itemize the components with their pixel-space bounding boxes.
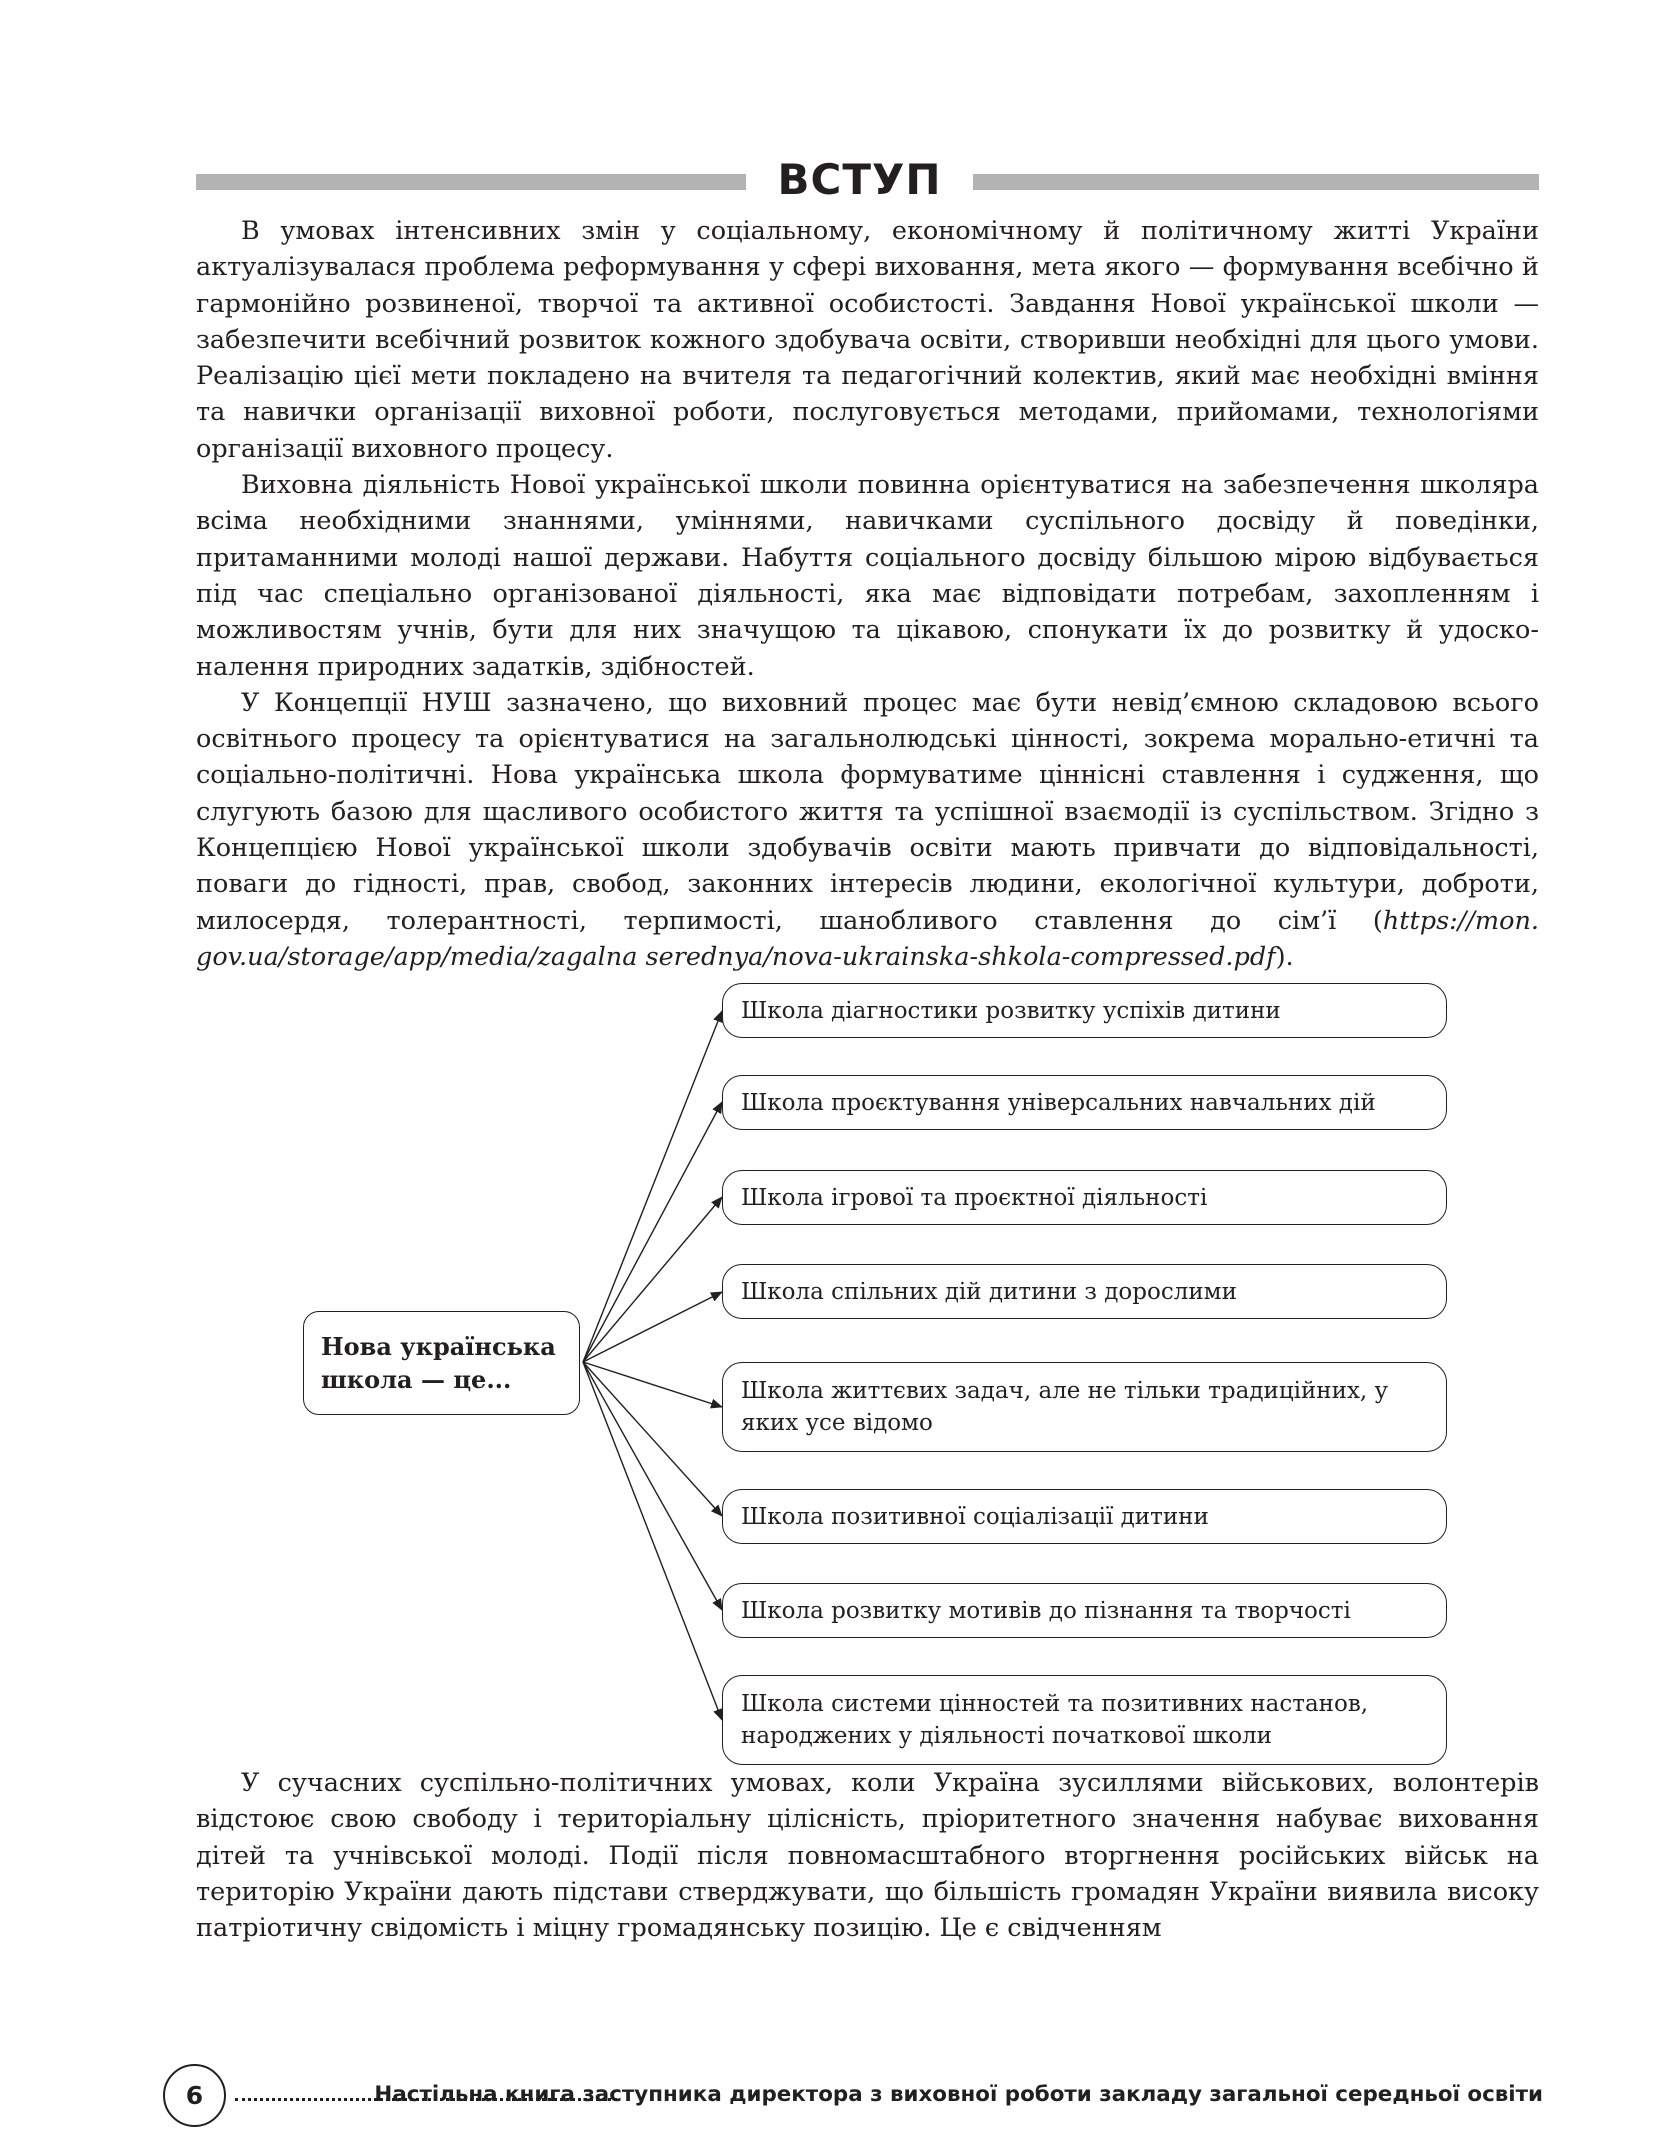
- diagram-item-box: Школа позитивної соціалізації дитини: [722, 1489, 1447, 1544]
- concept-text: У Концепції НУШ зазначено, що виховний процес має бути невід’ємною складовою всього освітнього процесу та орієнтуватися на загальнолюдські цінності, зокрема морально-етичні та соціально-політичні. Нова українська школа формуватиме ціннісні ставлення і судження, що слугують базою для щасливого особистого життя та успішної взаємодії із суспільством. Згідно з Концепцією Нової української школи здобувачів освіти мають привчати до відповідальності, поваги до гідності, прав, свобод, законних інтересів людини, екологічної культури, доброти, милосердя, толерантності, терпимості, шанобливого ставлення до сім’ї (: [196, 687, 1539, 936]
- diagram-item-box: Школа проєктування універсальних навчальних дій: [722, 1075, 1447, 1130]
- diagram-center-box: Нова українська школа — це...: [303, 1311, 580, 1415]
- diagram-arrow-3: [583, 1197, 722, 1362]
- diagram-item-box: Школа ігрової та проєктної діяльності: [722, 1170, 1447, 1225]
- page-title: ВСТУП: [777, 155, 942, 204]
- diagram-item-box: Школа спільних дій дитини з дорослими: [722, 1264, 1447, 1319]
- page-footer: [163, 2064, 1543, 2134]
- concept-end: ).: [1275, 941, 1294, 972]
- paragraph-concept: [196, 685, 1539, 975]
- running-title: Настільна книга заступника директора з виховної роботи закладу загальної середньої освіти: [374, 2082, 1543, 2107]
- diagram-item-box: Школа розвитку мотивів до пізнання та творчості: [722, 1583, 1447, 1638]
- paragraph: В умовах інтенсивних змін у соціальному, економічному й політичному житті України актуалізувалася проблема реформування у сфері виховання, мета якого — формування всебічно й гармонійно розвиненої, творчої та активної особистості. Завдання Нової української школи — забезпечити всебічний розвиток кожного здобувача освіти, створивши необхідні для цього умови. Реалізацію цієї мети покладено на вчителя та педагогічний колектив, який має необхідні вміння та навички організації виховної роботи, послуговується методами, прийомами, технологіями організації виховного процесу.: [196, 216, 1539, 464]
- diagram-arrow-2: [583, 1102, 722, 1362]
- closing-text: [196, 1765, 1539, 1946]
- diagram-arrow-7: [583, 1362, 722, 1610]
- diagram-arrow-8: [583, 1362, 722, 1720]
- paragraph: У сучасних суспільно-політичних умовах, коли Україна зусиллями військових, волонтерів відстоює свою свободу і територіальну цілісність, пріоритетного значення набуває виховання дітей та учнівської молоді. Події після повномасштабного вторгнення російських військ на територію України дають підстави стверджувати, що більшість громадян України виявила високу патріотичну свідомість і міцну громадянську позицію. Це є свідченням: [196, 1768, 1539, 1944]
- diagram-arrow-4: [583, 1292, 722, 1362]
- diagram-item-box: Школа діагностики розвитку успіхів дитини: [722, 983, 1447, 1038]
- page-number: 6: [163, 2064, 226, 2127]
- intro-text: [196, 213, 1539, 975]
- title-bar: [196, 150, 1539, 210]
- title-rule-right: [973, 174, 1539, 190]
- source-link[interactable]: https://mon.​gov.ua/storage/app/media/zagalna serednya/nova-ukrainska-shkola-compressed.pdf: [196, 905, 1539, 972]
- paragraph: Виховна діяльність Нової української школи повинна орієнтуватися на забезпечення школяра всіма необхідними знаннями, уміннями, навичками суспільного досвіду й поведінки, притаманними молоді нашої держави. Набуття соціального досвіду більшою мірою відбувається під час спеціально організованої діяльності, яка має відповідати потребам, захопленням і можливостям учнів, бути для них значущою та цікавою, спонукати їх до розвитку й удосконалення природних задатків, здібностей.: [196, 470, 1539, 682]
- diagram-item-box: Школа системи цінностей та позитивних настанов, народжених у діяльності початкової школи: [722, 1675, 1447, 1765]
- diagram-arrow-1: [583, 1011, 722, 1362]
- title-rule-left: [196, 174, 746, 190]
- diagram-item-box: Школа життєвих задач, але не тільки традиційних, у яких усе відомо: [722, 1362, 1447, 1452]
